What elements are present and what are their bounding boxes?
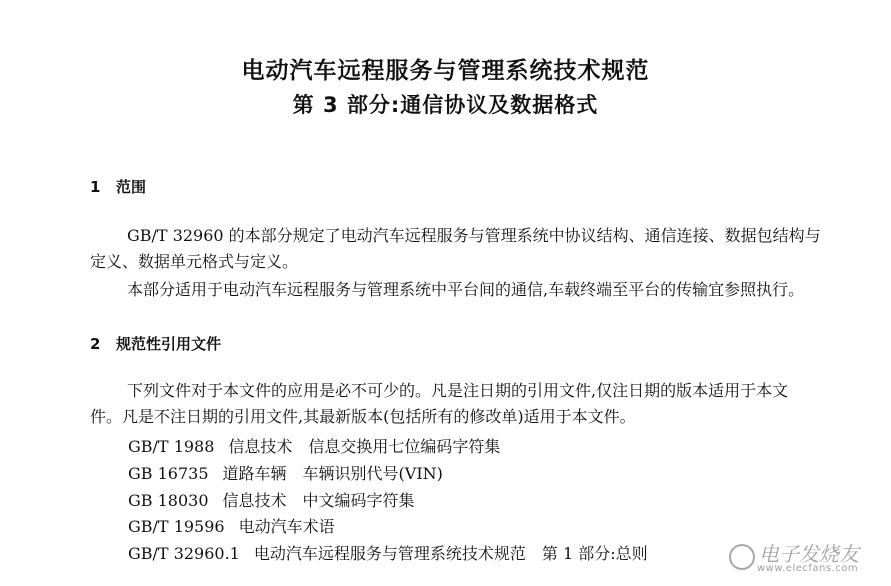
- reference-code: GB/T 1988: [128, 437, 215, 456]
- section-number: 1: [90, 178, 101, 196]
- reference-title: 电动汽车术语: [238, 517, 335, 536]
- document-subtitle: 第 3 部分:通信协议及数据格式: [292, 93, 599, 117]
- references-intro-line-1: 下列文件对于本文件的应用是必不可少的。凡是注日期的引用文件,仅注日期的版本适用于本文: [127, 381, 789, 400]
- reference-code: GB 18030: [128, 491, 209, 510]
- scope-paragraph-line-3: 本部分适用于电动汽车远程服务与管理系统中平台间的通信,车载终端至平台的传输宜参照执行。: [127, 280, 805, 299]
- reference-item: [128, 541, 648, 564]
- watermark-logo-icon: [729, 544, 755, 570]
- reference-code: GB/T 19596: [128, 517, 225, 536]
- scope-paragraph-line-1: GB/T 32960 的本部分规定了电动汽车远程服务与管理系统中协议结构、通信连接、数据包结构与: [127, 226, 821, 245]
- section-number: 2: [90, 335, 101, 353]
- reference-title: 电动汽车远程服务与管理系统技术规范 第 1 部分:总则: [253, 544, 648, 563]
- site-watermark: [729, 538, 879, 580]
- reference-item: [128, 461, 443, 484]
- section-heading-normative-references: [90, 333, 221, 354]
- reference-item: [128, 514, 335, 537]
- watermark-url: www.elecfans.com: [757, 563, 859, 574]
- reference-title: 信息技术 中文编码字符集: [222, 491, 415, 510]
- section-title: 规范性引用文件: [116, 335, 222, 353]
- document-title: 电动汽车远程服务与管理系统技术规范: [241, 58, 650, 84]
- reference-code: GB/T 32960.1: [128, 544, 240, 563]
- reference-title: 道路车辆 车辆识别代号(VIN): [222, 464, 443, 483]
- scope-paragraph-line-2: 定义、数据单元格式与定义。: [90, 252, 299, 271]
- references-intro-line-2: 件。凡是不注日期的引用文件,其最新版本(包括所有的修改单)适用于本文件。: [90, 407, 636, 426]
- reference-item: [128, 488, 415, 511]
- reference-item: [128, 434, 500, 457]
- watermark-brand: 电子发烧友: [759, 542, 859, 566]
- section-title: 范围: [116, 178, 147, 196]
- reference-title: 信息技术 信息交换用七位编码字符集: [228, 437, 501, 456]
- section-heading-scope: [90, 176, 146, 197]
- reference-code: GB 16735: [128, 464, 209, 483]
